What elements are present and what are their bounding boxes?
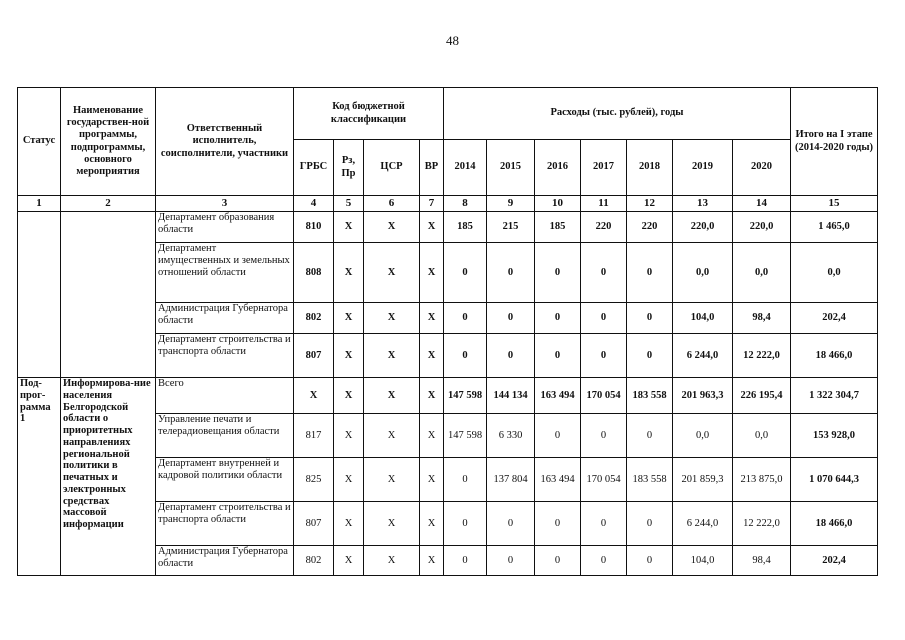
column-number: 5: [334, 196, 364, 212]
total-cell: 202,4: [791, 546, 878, 576]
header-csr: ЦСР: [364, 140, 420, 196]
expense-cell: 12 222,0: [733, 502, 791, 546]
code-cell-vr: X: [420, 378, 444, 414]
code-cell-grbs: 808: [294, 243, 334, 303]
expense-cell: 12 222,0: [733, 334, 791, 378]
header-year-2018: 2018: [627, 140, 673, 196]
expense-cell: 0: [487, 303, 535, 334]
header-vr: ВР: [420, 140, 444, 196]
expense-cell: 163 494: [535, 378, 581, 414]
expense-cell: 183 558: [627, 458, 673, 502]
total-cell: 1 465,0: [791, 212, 878, 243]
expense-cell: 0: [535, 502, 581, 546]
column-number: 3: [156, 196, 294, 212]
code-cell-rz: X: [334, 243, 364, 303]
code-cell-grbs: 817: [294, 414, 334, 458]
total-cell: 153 928,0: [791, 414, 878, 458]
code-cell-vr: X: [420, 243, 444, 303]
table-row: [18, 212, 878, 243]
expense-cell: 0: [581, 334, 627, 378]
expense-cell: 0: [535, 546, 581, 576]
expense-cell: 0: [627, 502, 673, 546]
header-budget-code: Код бюджетной классификации: [294, 88, 444, 140]
code-cell-vr: X: [420, 546, 444, 576]
code-cell-csr: X: [364, 546, 420, 576]
code-cell-grbs: 807: [294, 502, 334, 546]
code-cell-csr: X: [364, 414, 420, 458]
expense-cell: 201 963,3: [673, 378, 733, 414]
header-year-2015: 2015: [487, 140, 535, 196]
expense-cell: 0: [581, 502, 627, 546]
column-number: 8: [444, 196, 487, 212]
code-cell-grbs: X: [294, 378, 334, 414]
code-cell-vr: X: [420, 334, 444, 378]
expense-cell: 6 244,0: [673, 334, 733, 378]
expense-cell: 6 244,0: [673, 502, 733, 546]
expense-cell: 185: [535, 212, 581, 243]
code-cell-csr: X: [364, 334, 420, 378]
expense-cell: 0: [535, 334, 581, 378]
expense-cell: 163 494: [535, 458, 581, 502]
executor-cell: Администрация Губернатора области: [156, 303, 294, 334]
executor-cell: Департамент строительства и транспорта области: [156, 502, 294, 546]
code-cell-grbs: 825: [294, 458, 334, 502]
expense-cell: 0: [581, 303, 627, 334]
code-cell-grbs: 807: [294, 334, 334, 378]
expense-cell: 183 558: [627, 378, 673, 414]
code-cell-rz: X: [334, 378, 364, 414]
expense-cell: 0,0: [673, 414, 733, 458]
expense-cell: 170 054: [581, 378, 627, 414]
column-number: 1: [18, 196, 61, 212]
code-cell-vr: X: [420, 303, 444, 334]
table-row: [18, 378, 878, 414]
expense-cell: 220,0: [673, 212, 733, 243]
expense-cell: 0: [627, 414, 673, 458]
expense-cell: 104,0: [673, 303, 733, 334]
column-number: 4: [294, 196, 334, 212]
expense-cell: 147 598: [444, 414, 487, 458]
expense-cell: 98,4: [733, 546, 791, 576]
expense-cell: 0: [627, 243, 673, 303]
code-cell-csr: X: [364, 378, 420, 414]
column-number: 6: [364, 196, 420, 212]
code-cell-csr: X: [364, 212, 420, 243]
executor-cell: Администрация Губернатора области: [156, 546, 294, 576]
code-cell-rz: X: [334, 303, 364, 334]
header-year-2017: 2017: [581, 140, 627, 196]
expense-cell: 0: [444, 458, 487, 502]
column-number: 15: [791, 196, 878, 212]
expense-cell: 0,0: [673, 243, 733, 303]
expense-cell: 220: [627, 212, 673, 243]
expense-cell: 213 875,0: [733, 458, 791, 502]
column-number: 9: [487, 196, 535, 212]
header-year-2020: 2020: [733, 140, 791, 196]
code-cell-csr: X: [364, 303, 420, 334]
executor-cell: Управление печати и телерадиовещания области: [156, 414, 294, 458]
code-cell-vr: X: [420, 212, 444, 243]
expense-cell: 0,0: [733, 243, 791, 303]
header-total: Итого на I этапе (2014-2020 годы): [791, 88, 878, 196]
column-number: 2: [61, 196, 156, 212]
expense-cell: 0: [581, 546, 627, 576]
budget-table: [17, 87, 878, 576]
expense-cell: 147 598: [444, 378, 487, 414]
expense-cell: 0: [444, 243, 487, 303]
column-number: 12: [627, 196, 673, 212]
status-cell: [18, 212, 61, 378]
code-cell-rz: X: [334, 458, 364, 502]
expense-cell: 98,4: [733, 303, 791, 334]
expense-cell: 0: [487, 546, 535, 576]
expense-cell: 0: [487, 243, 535, 303]
expense-cell: 0: [444, 546, 487, 576]
expense-cell: 144 134: [487, 378, 535, 414]
expense-cell: 220,0: [733, 212, 791, 243]
code-cell-csr: X: [364, 458, 420, 502]
expense-cell: 185: [444, 212, 487, 243]
code-cell-grbs: 802: [294, 546, 334, 576]
expense-cell: 170 054: [581, 458, 627, 502]
expense-cell: 226 195,4: [733, 378, 791, 414]
expense-cell: 0: [581, 243, 627, 303]
expense-cell: 0: [535, 243, 581, 303]
code-cell-rz: X: [334, 212, 364, 243]
expense-cell: 137 804: [487, 458, 535, 502]
column-number-row: [18, 196, 878, 212]
column-number: 7: [420, 196, 444, 212]
code-cell-vr: X: [420, 458, 444, 502]
header-year-2016: 2016: [535, 140, 581, 196]
total-cell: 1 322 304,7: [791, 378, 878, 414]
subprogram-name-cell: Информирова-ние населения Белгородской области о приоритетных направлениях региональной политики в печатных и электронных средствах массовой информации: [61, 378, 156, 576]
header-year-2014: 2014: [444, 140, 487, 196]
expense-cell: 0: [535, 414, 581, 458]
code-cell-rz: X: [334, 502, 364, 546]
header-expenses: Расходы (тыс. рублей), годы: [444, 88, 791, 140]
executor-cell: Департамент строительства и транспорта области: [156, 334, 294, 378]
column-number: 13: [673, 196, 733, 212]
expense-cell: 220: [581, 212, 627, 243]
code-cell-rz: X: [334, 334, 364, 378]
column-number: 11: [581, 196, 627, 212]
code-cell-grbs: 810: [294, 212, 334, 243]
total-cell: 0,0: [791, 243, 878, 303]
code-cell-rz: X: [334, 546, 364, 576]
column-number: 14: [733, 196, 791, 212]
code-cell-rz: X: [334, 414, 364, 458]
column-number: 10: [535, 196, 581, 212]
expense-cell: 0: [487, 502, 535, 546]
expense-cell: 0: [581, 414, 627, 458]
subprogram-status-cell: Под-прог-рамма 1: [18, 378, 61, 576]
total-cell: 18 466,0: [791, 334, 878, 378]
expense-cell: 215: [487, 212, 535, 243]
header-rz-pr: Рз, Пр: [334, 140, 364, 196]
expense-cell: 0: [444, 502, 487, 546]
expense-cell: 0: [487, 334, 535, 378]
expense-cell: 0: [444, 334, 487, 378]
code-cell-vr: X: [420, 502, 444, 546]
code-cell-grbs: 802: [294, 303, 334, 334]
header-grbs: ГРБС: [294, 140, 334, 196]
expense-cell: 104,0: [673, 546, 733, 576]
expense-cell: 0: [535, 303, 581, 334]
expense-cell: 0: [627, 334, 673, 378]
expense-cell: 0: [444, 303, 487, 334]
executor-cell: Всего: [156, 378, 294, 414]
executor-cell: Департамент имущественных и земельных отношений области: [156, 243, 294, 303]
code-cell-csr: X: [364, 502, 420, 546]
executor-cell: Департамент внутренней и кадровой политики области: [156, 458, 294, 502]
expense-cell: 0: [627, 546, 673, 576]
expense-cell: 201 859,3: [673, 458, 733, 502]
total-cell: 202,4: [791, 303, 878, 334]
header-status: Статус: [18, 88, 61, 196]
total-cell: 18 466,0: [791, 502, 878, 546]
expense-cell: 0: [627, 303, 673, 334]
header-executor: Ответственный исполнитель, соисполнители, участники: [156, 88, 294, 196]
executor-cell: Департамент образования области: [156, 212, 294, 243]
expense-cell: 6 330: [487, 414, 535, 458]
page-number: 48: [446, 33, 459, 48]
name-cell: [61, 212, 156, 378]
expense-cell: 0,0: [733, 414, 791, 458]
total-cell: 1 070 644,3: [791, 458, 878, 502]
code-cell-csr: X: [364, 243, 420, 303]
header-name: Наименование государствен-ной программы, подпрограммы, основного мероприятия: [61, 88, 156, 196]
header-year-2019: 2019: [673, 140, 733, 196]
code-cell-vr: X: [420, 414, 444, 458]
